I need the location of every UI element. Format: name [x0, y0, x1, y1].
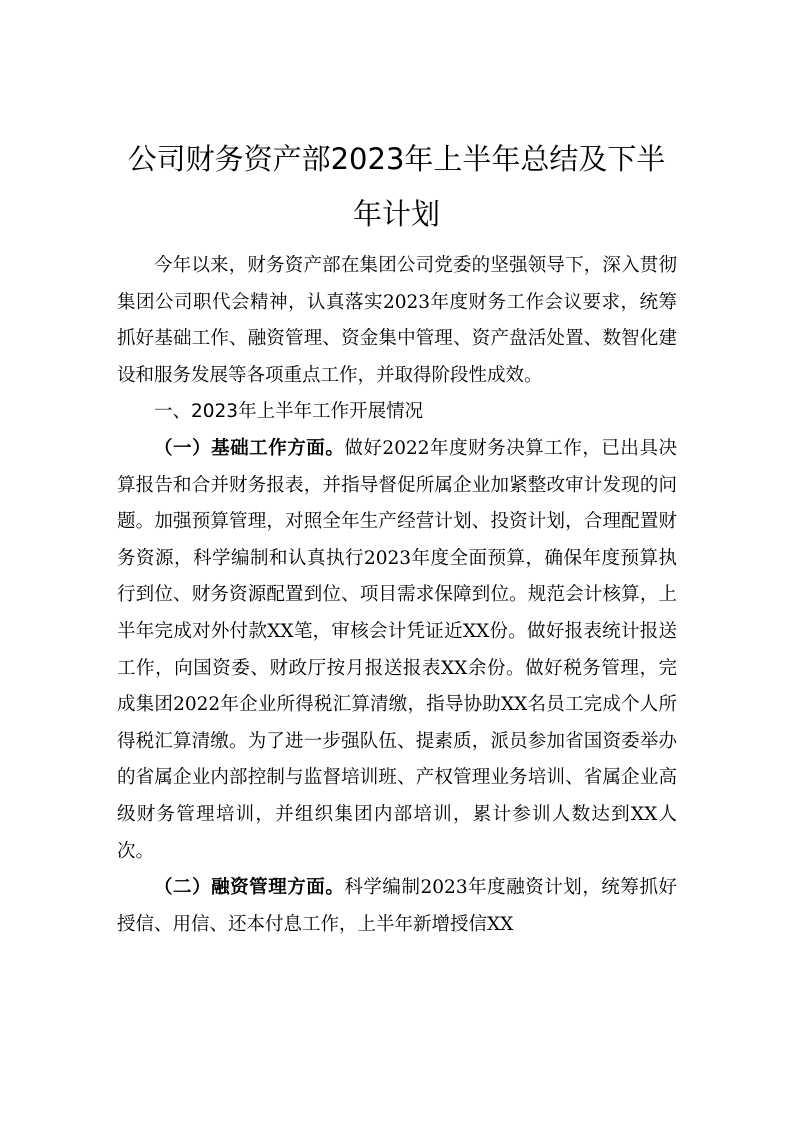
basic-work-paragraph	[117, 431, 677, 870]
basic-work-text: 做好2022年度财务决算工作，已出具决算报告和合并财务报表，并指导督促所属企业加紧整改审计发现的问题。加强预算管理，对照全年生产经营计划、投资计划，合理配置财务资源，科学编制和认真执行2023年度全面预算，确保年度预算执行到位、财务资源配置到位、项目需求保障到位。规范会计核算，上半年完成对外付款XX笔，审核会计凭证近XX份。做好报表统计报送工作，向国资委、财政厅按月报送报表XX余份。做好税务管理，完成集团2022年企业所得税汇算清缴，指导协助XX名员工完成个人所得税汇算清缴。为了进一步强队伍、提素质，派员参加省国资委举办的省属企业内部控制与监督培训班、产权管理业务培训、省属企业高级财务管理培训，并组织集团内部培训，累计参训人数达到XX人次。	[117, 437, 677, 862]
intro-paragraph: 今年以来，财务资产部在集团公司党委的坚强领导下，深入贯彻集团公司职代会精神，认真落实2023年度财务工作会议要求，统筹抓好基础工作、融资管理、资金集中管理、资产盘活处置、数智化建设和服务发展等各项重点工作，并取得阶段性成效。	[117, 255, 677, 386]
financing-text: 科学编制2023年度融资计划，统筹抓好授信、用信、还本付息工作，上半年新增授信XX	[117, 877, 677, 935]
financing-paragraph	[117, 870, 677, 943]
document-title-line-2: 年计划	[352, 197, 440, 231]
document-body	[117, 248, 677, 943]
section-heading: 一、2023年上半年工作开展情况	[154, 401, 424, 423]
basic-work-subtitle: （一）基础工作方面。	[154, 437, 345, 459]
document-title-line-1: 公司财务资产部2023年上半年总结及下半	[127, 142, 666, 176]
financing-subtitle: （二）融资管理方面。	[154, 877, 345, 899]
